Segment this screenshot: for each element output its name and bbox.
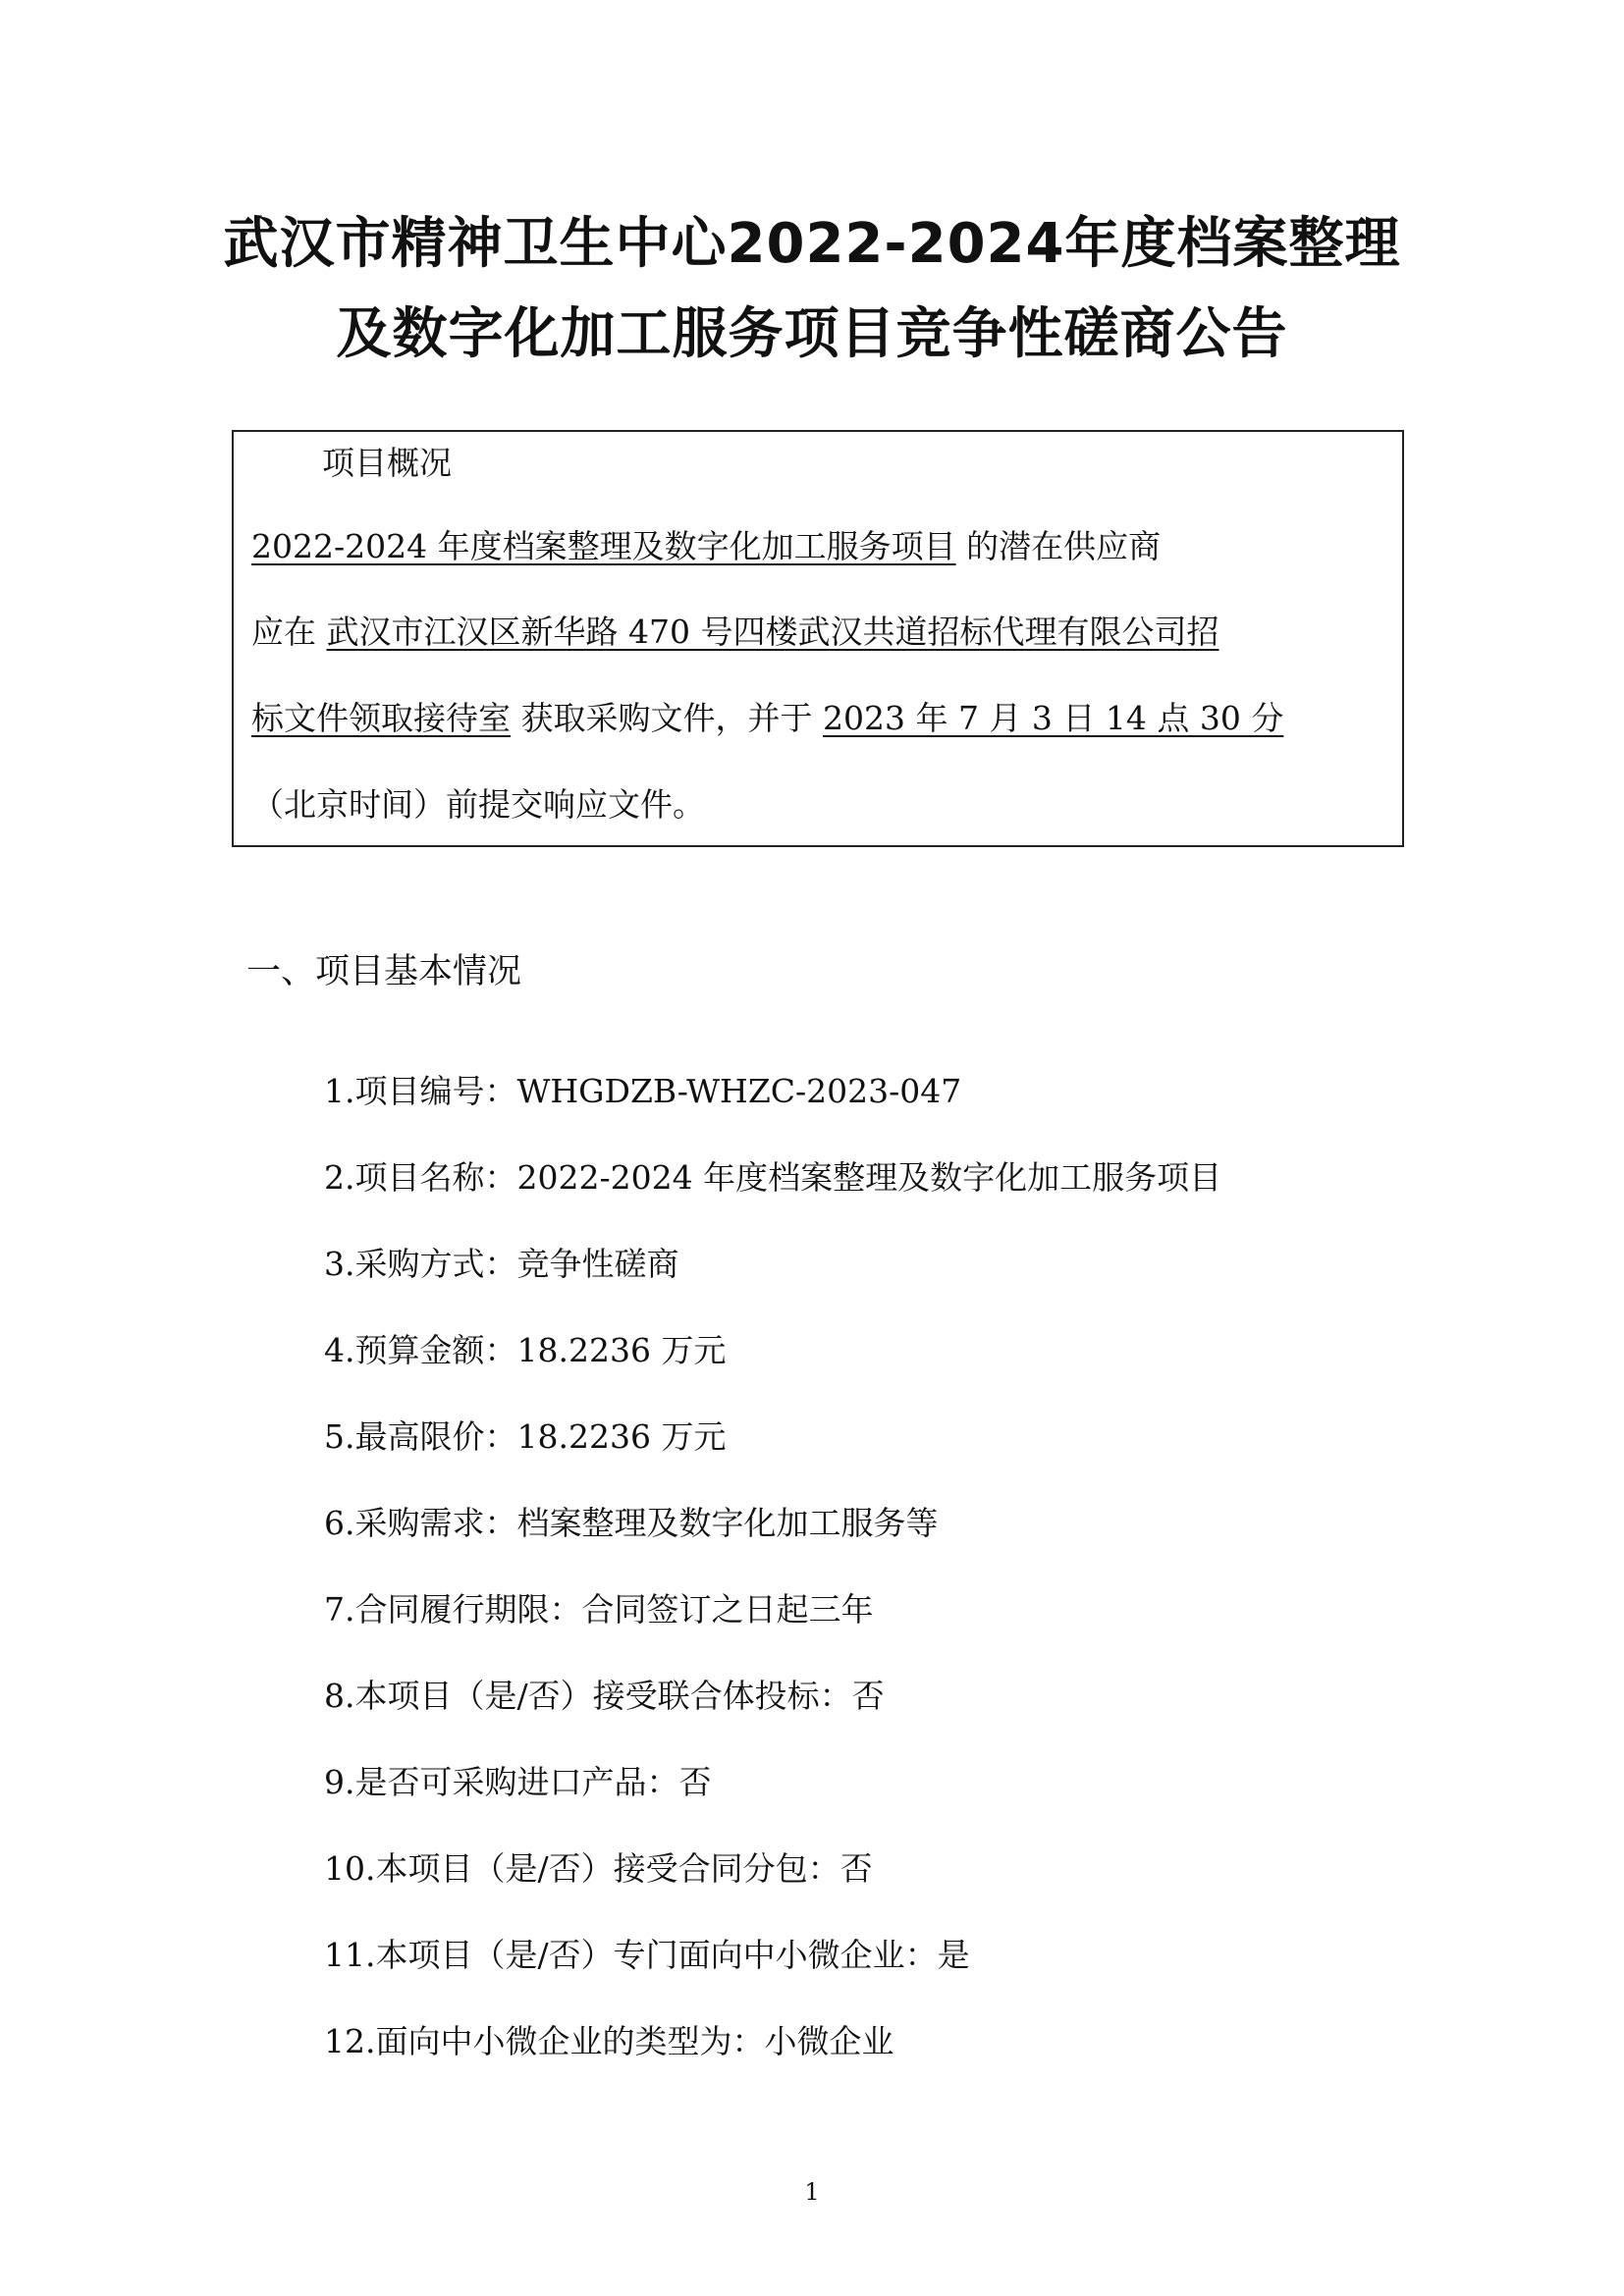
list-item: 10.本项目（是/否）接受合同分包：否 xyxy=(324,1849,873,1888)
list-item: 3.采购方式：竞争性磋商 xyxy=(324,1245,679,1283)
overview-paragraph-line-3 xyxy=(251,699,1283,738)
list-item: 7.合同履行期限：合同签订之日起三年 xyxy=(324,1590,874,1629)
page-number: 1 xyxy=(804,2178,820,2206)
overview-text: 获取采购文件，并于 xyxy=(511,699,823,737)
document-pickup-location: 武汉市江汉区新华路 470 号四楼武汉共道招标代理有限公司招 xyxy=(326,613,1219,651)
document-title-line-2: 及数字化加工服务项目竞争性磋商公告 xyxy=(336,302,1288,366)
project-name-underlined: 2022-2024 年度档案整理及数字化加工服务项目 xyxy=(251,527,956,565)
overview-paragraph-line-4: （北京时间）前提交响应文件。 xyxy=(251,785,705,824)
overview-text: 应在 xyxy=(251,613,327,651)
submission-deadline: 2023 年 7 月 3 日 14 点 30 分 xyxy=(822,699,1284,737)
overview-paragraph-line-1 xyxy=(251,527,1161,566)
section-heading-basic-info: 一、项目基本情况 xyxy=(246,952,522,991)
list-item: 12.面向中小微企业的类型为：小微企业 xyxy=(324,2022,894,2060)
overview-paragraph-line-2 xyxy=(251,613,1218,652)
document-title-line-1: 武汉市精神卫生中心2022-2024年度档案整理 xyxy=(223,212,1401,276)
list-item: 11.本项目（是/否）专门面向中小微企业：是 xyxy=(324,1936,970,1974)
overview-text: 的潜在供应商 xyxy=(955,527,1162,565)
list-item: 9.是否可采购进口产品：否 xyxy=(324,1763,712,1801)
document-pickup-location-cont: 标文件领取接待室 xyxy=(251,699,511,737)
list-item: 8.本项目（是/否）接受联合体投标：否 xyxy=(324,1677,885,1715)
list-item: 1.项目编号：WHGDZB-WHZC-2023-047 xyxy=(324,1072,962,1110)
list-item: 6.采购需求：档案整理及数字化加工服务等 xyxy=(324,1504,939,1542)
list-item: 2.项目名称：2022-2024 年度档案整理及数字化加工服务项目 xyxy=(324,1158,1222,1197)
overview-heading: 项目概况 xyxy=(322,444,452,482)
list-item: 4.预算金额：18.2236 万元 xyxy=(324,1331,727,1369)
list-item: 5.最高限价：18.2236 万元 xyxy=(324,1417,727,1456)
project-overview-box xyxy=(232,430,1404,847)
